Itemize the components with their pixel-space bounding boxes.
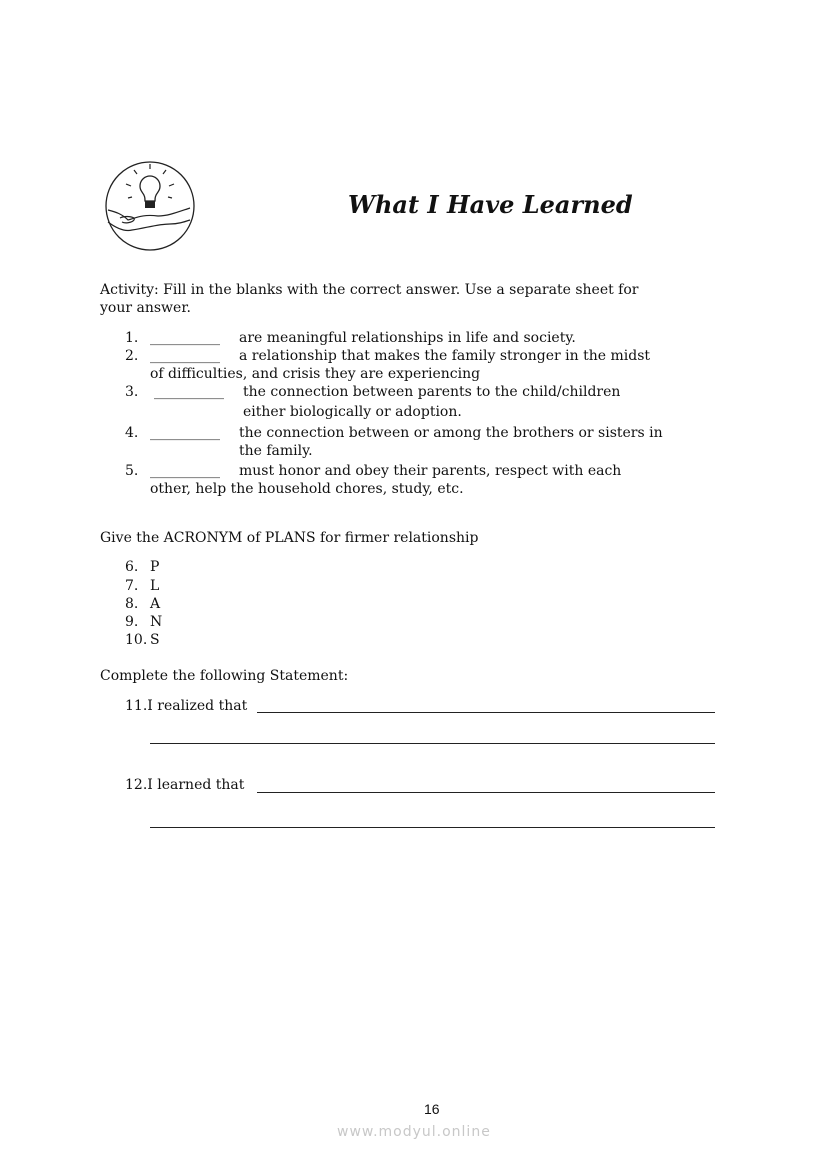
acronym-instruction: Give the ACRONYM of PLANS for firmer relationship — [100, 530, 479, 546]
item-text: the family. — [239, 443, 313, 459]
blank: __________ — [154, 384, 224, 400]
statement-label: 12.I learned that — [125, 777, 245, 793]
instruction-text: your answer. — [100, 300, 191, 316]
page-number: 16 — [424, 1101, 440, 1117]
acronym-number: 6. — [125, 559, 139, 575]
answer-line — [150, 827, 715, 828]
blank: __________ — [150, 330, 220, 346]
acronym-letter: L — [150, 578, 160, 594]
acronym-letter: N — [150, 614, 163, 630]
watermark: www.modyul.online — [337, 1124, 491, 1140]
item-text: must honor and obey their parents, respect with each — [239, 463, 622, 479]
item-text: of difficulties, and crisis they are experiencing — [150, 366, 481, 382]
acronym-letter: P — [150, 559, 160, 575]
section-title: What I Have Learned — [348, 190, 633, 219]
answer-line — [257, 712, 715, 713]
answer-line — [257, 792, 715, 793]
item-text: either biologically or adoption. — [243, 404, 462, 420]
lightbulb-hand-icon — [104, 160, 196, 252]
instruction-text: Activity: Fill in the blanks with the correct answer. Use a separate sheet for — [100, 282, 639, 298]
statements-instruction: Complete the following Statement: — [100, 668, 349, 684]
item-text: other, help the household chores, study, etc. — [150, 481, 464, 497]
item-number: 2. — [125, 348, 139, 364]
item-text: are meaningful relationships in life and society. — [239, 330, 576, 346]
acronym-number: 8. — [125, 596, 139, 612]
blank: __________ — [150, 463, 220, 479]
item-number: 4. — [125, 425, 139, 441]
acronym-letter: S — [150, 632, 160, 648]
acronym-number: 9. — [125, 614, 139, 630]
item-text: the connection between parents to the child/children — [243, 384, 621, 400]
answer-line — [150, 743, 715, 744]
item-number: 1. — [125, 330, 139, 346]
item-number: 5. — [125, 463, 139, 479]
blank: __________ — [150, 425, 220, 441]
item-text: a relationship that makes the family stronger in the midst — [239, 348, 651, 364]
item-text: the connection between or among the brothers or sisters in — [239, 425, 663, 441]
blank: __________ — [150, 348, 220, 364]
item-number: 3. — [125, 384, 139, 400]
acronym-number: 7. — [125, 578, 139, 594]
statement-label: 11.I realized that — [125, 698, 248, 714]
acronym-number: 10. — [125, 632, 148, 648]
acronym-letter: A — [150, 596, 161, 612]
